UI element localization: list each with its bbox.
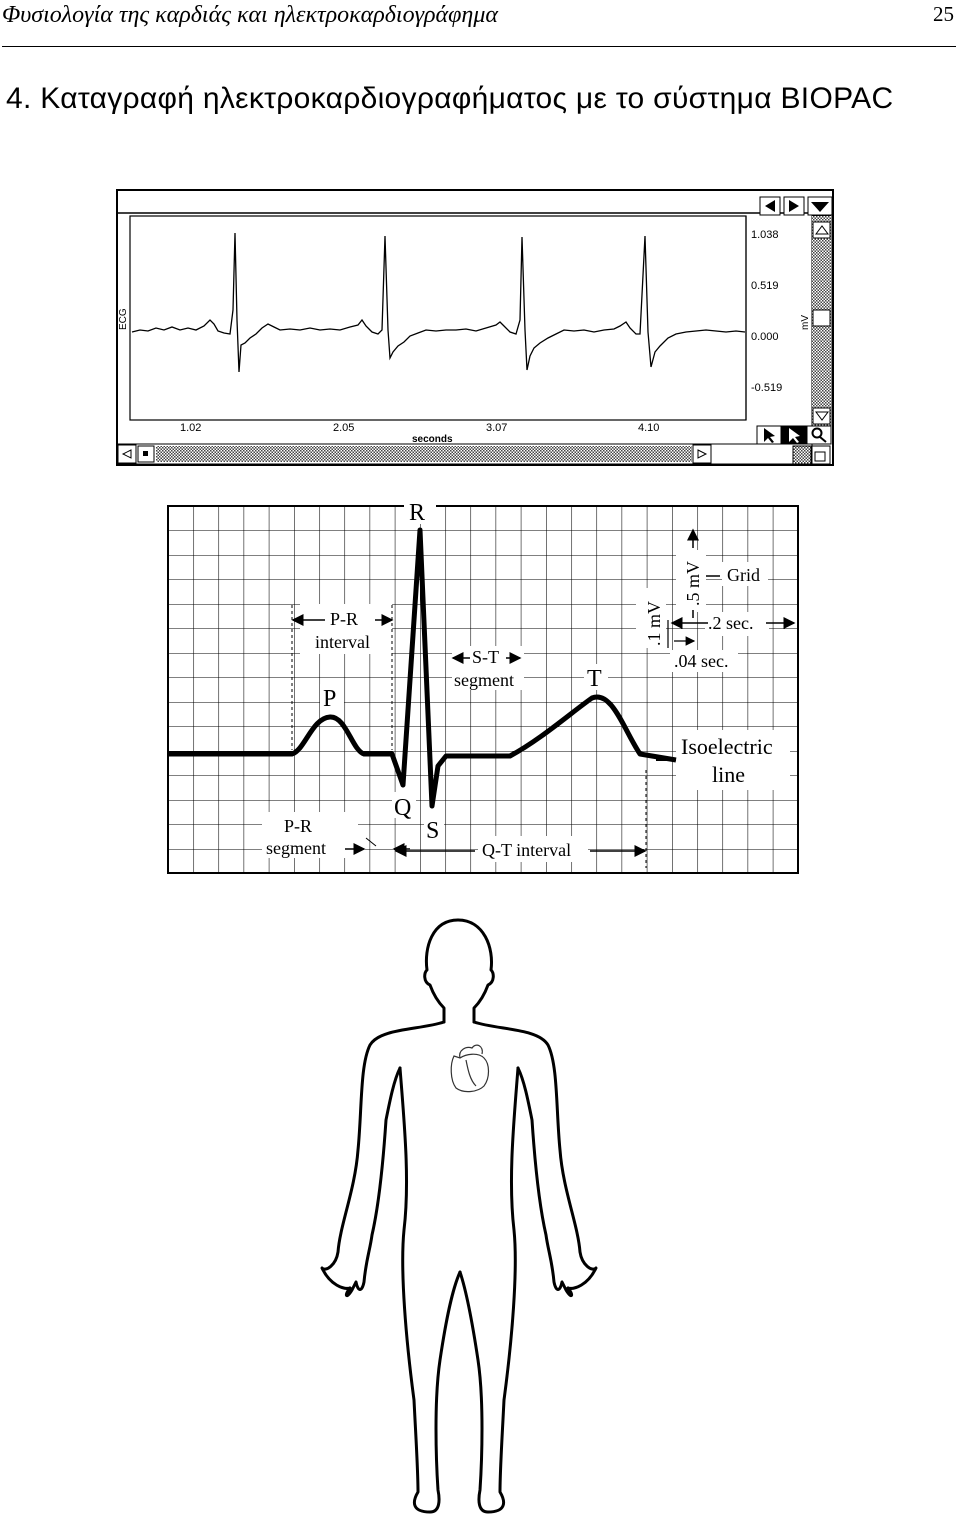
page-icon[interactable] xyxy=(812,446,830,464)
x-tick-label: 4.10 xyxy=(638,422,660,434)
page-number: 25 xyxy=(933,2,954,26)
hscroll-right-icon[interactable] xyxy=(693,445,711,463)
isoelectric-label: line xyxy=(712,762,745,787)
channel-label: ECG xyxy=(118,308,129,330)
scroll-thumb[interactable] xyxy=(813,310,830,326)
header-rule xyxy=(2,46,956,47)
ecg-wave-diagram xyxy=(0,495,960,885)
st-segment-label: segment xyxy=(454,670,514,690)
isoelectric-label: Isoelectric xyxy=(681,734,773,759)
wave-p-label: P xyxy=(323,686,337,712)
pr-segment-label: P-R xyxy=(284,816,313,836)
zoom-icon[interactable] xyxy=(807,426,831,444)
four-hundredths-sec-label: .04 sec. xyxy=(674,651,729,671)
section-title: 4. Καταγραφή ηλεκτροκαρδιογραφήματος με το σύστημα BIOPAC xyxy=(6,82,894,115)
pr-interval-label: P-R xyxy=(330,609,359,629)
x-axis-label: seconds xyxy=(412,434,453,445)
half-mv-label: .5 mV xyxy=(683,561,703,606)
human-body-outline xyxy=(0,910,960,1528)
scroll-up-icon[interactable] xyxy=(813,222,830,238)
wave-r-label: R xyxy=(409,500,426,526)
st-segment-label: S-T xyxy=(472,647,499,667)
x-tick-label: 3.07 xyxy=(486,422,508,434)
scroll-right-icon[interactable] xyxy=(784,197,804,215)
units-label: mV xyxy=(800,315,811,330)
wave-t-label: T xyxy=(587,666,602,692)
y-scale-label: 0.519 xyxy=(751,280,779,292)
pr-interval-label: interval xyxy=(315,632,370,652)
scroll-left-icon[interactable] xyxy=(760,197,780,215)
qt-interval-label: Q-T interval xyxy=(482,840,572,860)
hscroll-left-icon[interactable] xyxy=(118,445,136,463)
grid-icon[interactable] xyxy=(793,446,811,464)
select-pointer-icon[interactable] xyxy=(782,426,806,444)
y-scale-label: 1.038 xyxy=(751,229,779,241)
menu-down-icon[interactable] xyxy=(808,197,832,215)
recording-window xyxy=(0,188,960,473)
grid-label: Grid xyxy=(727,565,760,585)
tenth-mv-label: .1 mV xyxy=(644,601,664,646)
two-tenths-sec-label: .2 sec. xyxy=(708,613,754,633)
x-tick-label: 2.05 xyxy=(333,422,355,434)
y-scale-label: 0.000 xyxy=(751,331,779,343)
scroll-down-icon[interactable] xyxy=(813,408,830,424)
arrow-pointer-icon[interactable] xyxy=(757,426,781,444)
wave-q-label: Q xyxy=(394,795,412,821)
hscroll-thumb[interactable] xyxy=(138,446,154,462)
wave-s-label: S xyxy=(426,818,440,844)
running-title: Φυσιολογία της καρδιάς και ηλεκτροκαρδιογράφημα xyxy=(2,2,498,28)
heart-sketch xyxy=(451,1045,488,1092)
pr-segment-label: segment xyxy=(266,838,326,858)
y-scale-label: -0.519 xyxy=(751,382,783,394)
x-tick-label: 1.02 xyxy=(180,422,202,434)
